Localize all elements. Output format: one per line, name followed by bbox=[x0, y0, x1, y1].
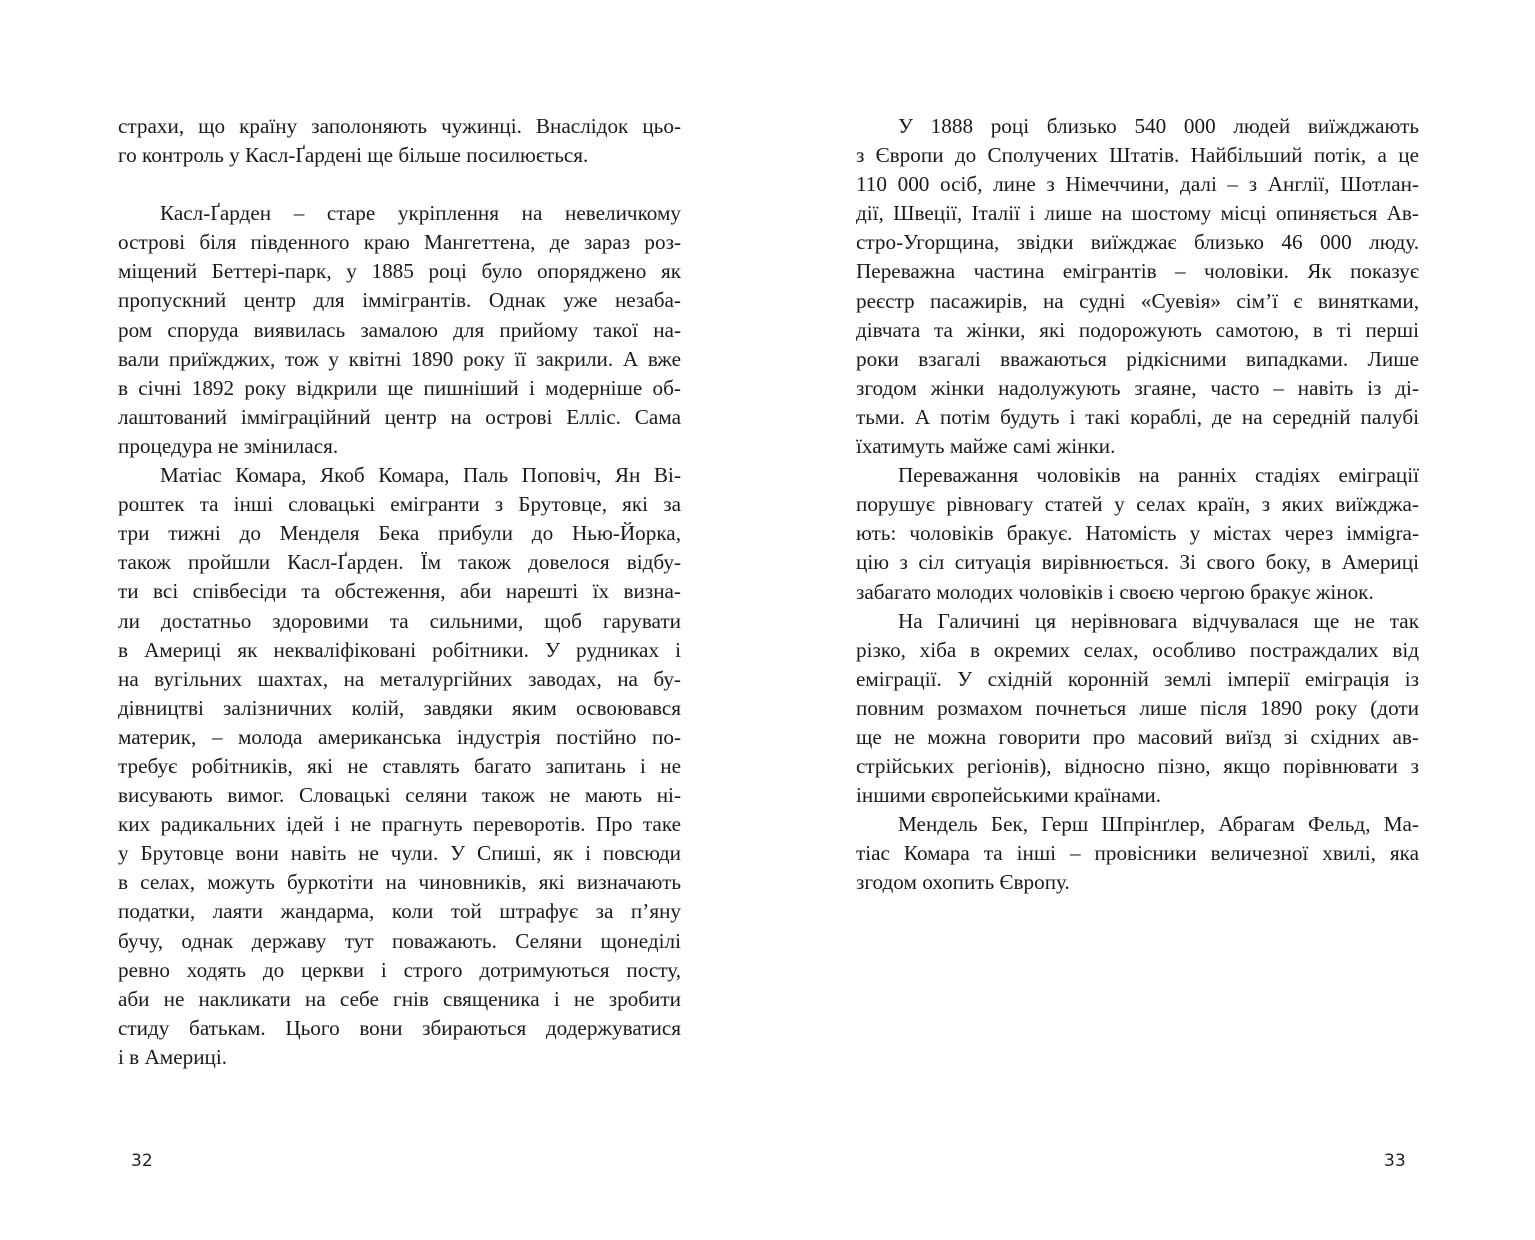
text-line: їхатимуть майже самі жінки. bbox=[856, 434, 1116, 459]
text-line: на вугільних шахтах, на металургійних заводах, на бу- bbox=[118, 666, 681, 691]
text-line: тьми. А потім будуть і такі кораблі, де на середній палубі bbox=[856, 404, 1419, 429]
text-line: ють: чоловіків бракує. Натомість у містах через імміgra- bbox=[856, 521, 1419, 546]
text-line: порушує рівновагу статей у селах країн, з яких виїжджа- bbox=[856, 492, 1419, 517]
text-line: тіас Комара та інші – провісники величезної хвилі, яка bbox=[856, 841, 1419, 866]
text-line: ти всі співбесіди та обстеження, аби нарешті їх визна- bbox=[118, 579, 681, 604]
left-page bbox=[118, 112, 681, 1072]
text-line: Переважна частина емігрантів – чоловіки. Як показує bbox=[856, 259, 1419, 284]
text-line: згодом охопить Європу. bbox=[856, 870, 1070, 895]
text-line: аби не накликати на себе гнів священика і не зробити bbox=[118, 986, 681, 1011]
text-line: У 1888 році близько 540 000 людей виїжджають bbox=[898, 114, 1419, 138]
text-line: еміграції. У східній коронній землі імперії еміграція із bbox=[856, 666, 1419, 691]
text-line: Мендель Бек, Герш Шпрінґлер, Абрагам Фельд, Ма- bbox=[898, 812, 1419, 837]
text-line: різко, хіба в окремих селах, особливо постраждалих від bbox=[856, 637, 1419, 662]
text-line: висувають вимог. Словацькі селяни також не мають ні- bbox=[118, 783, 681, 808]
paragraph bbox=[118, 461, 681, 1072]
text-line: також пройшли Касл-Ґарден. Їм також довелося відбу- bbox=[118, 550, 681, 575]
text-line: цію з сіл ситуація вирівнюється. Зі свого боку, в Америці bbox=[856, 550, 1419, 575]
text-line: забагато молодих чоловіків і своєю чергою бракує жінок. bbox=[856, 579, 1374, 604]
text-line: бучу, однак державу тут поважають. Селяни щонеділі bbox=[118, 928, 681, 953]
paragraph bbox=[856, 810, 1419, 897]
text-line: 110 000 осіб, лине з Німеччини, далі – з Англії, Шотлан- bbox=[856, 172, 1419, 197]
text-line: ких радикальних ідей і не прагнуть переворотів. Про таке bbox=[118, 812, 681, 837]
text-line: в селах, можуть буркотіти на чиновників, які визначають bbox=[118, 870, 681, 895]
text-line: в Америці як некваліфіковані робітники. У рудниках і bbox=[118, 637, 681, 662]
text-line: іншими європейськими країнами. bbox=[856, 783, 1161, 808]
text-line: материк, – молода американська індустрія постійно по- bbox=[118, 724, 681, 749]
text-line: ли достатньо здоровими та сильними, щоб гарувати bbox=[118, 608, 681, 633]
section-break bbox=[118, 170, 681, 199]
text-line: дівництві залізничних колій, завдяки яким освоювався bbox=[118, 695, 681, 720]
text-line: лаштований імміграційний центр на острові Елліс. Сама bbox=[118, 404, 681, 429]
text-line: острові біля південного краю Мангеттена, де зараз роз- bbox=[118, 230, 681, 255]
text-line: На Галичині ця нерівновага відчувалася ще не так bbox=[898, 608, 1419, 633]
text-line: роки взагалі вважаються рідкісними випадками. Лише bbox=[856, 346, 1419, 371]
text-line: ром споруда виявилась замалою для прийому такої на- bbox=[118, 317, 681, 342]
text-line: у Брутовце вони навіть не чули. У Спиші, як і повсюди bbox=[118, 841, 681, 866]
text-line: вали приїжджих, тож у квітні 1890 року її закрили. А вже bbox=[118, 346, 681, 371]
page-number: 32 bbox=[131, 1151, 153, 1171]
right-page bbox=[856, 112, 1419, 898]
text-line: стиду батькам. Цього вони збираються додержуватися bbox=[118, 1015, 681, 1040]
paragraph bbox=[856, 461, 1419, 606]
paragraph bbox=[118, 112, 681, 170]
text-line: пропускний центр для іммігрантів. Однак уже незаба- bbox=[118, 288, 681, 313]
text-line: Переважання чоловіків на ранніх стадіях еміграції bbox=[898, 463, 1419, 488]
text-line: міщений Беттері-парк, у 1885 році було опоряджено як bbox=[118, 259, 681, 284]
text-line: роштек та інші словацькі емігранти з Брутовце, які за bbox=[118, 492, 681, 517]
text-line: з Європи до Сполучених Штатів. Найбільший потік, а це bbox=[856, 143, 1419, 168]
page-number: 33 bbox=[1384, 1151, 1406, 1171]
text-line: три тижні до Менделя Бека прибули до Нью-Йорка, bbox=[118, 521, 681, 546]
text-line: в січні 1892 року відкрили ще пишніший і модерніше об- bbox=[118, 375, 681, 400]
paragraph bbox=[856, 112, 1419, 461]
text-line: повним розмахом почнеться лише після 1890 року (доти bbox=[856, 695, 1419, 720]
text-line: ревно ходять до церкви і строго дотримуються посту, bbox=[118, 957, 681, 982]
text-line: стро-Угорщина, звідки виїжджає близько 46 000 люду. bbox=[856, 230, 1419, 255]
text-line: згодом жінки надолужують згаяне, часто – навіть із ді- bbox=[856, 375, 1419, 400]
text-line: требує робітників, які не ставлять багато запитань і не bbox=[118, 753, 681, 778]
text-line: реєстр пасажирів, на судні «Суевія» сім’ї є винятками, bbox=[856, 288, 1419, 313]
text-line: стрійських регіонів), відносно пізно, якщо порівнювати з bbox=[856, 754, 1419, 779]
text-line: го контроль у Касл-Ґардені ще більше посилюється. bbox=[118, 143, 589, 168]
text-line: Матіас Комара, Якоб Комара, Паль Поповіч, Ян Ві- bbox=[160, 463, 681, 488]
text-line: і в Америці. bbox=[118, 1044, 228, 1069]
text-line: дії, Швеції, Італії і лише на шостому місці опиняється Ав- bbox=[856, 201, 1419, 226]
text-line: процедура не змінилася. bbox=[118, 433, 339, 458]
text-line: податки, лаяти жандарма, коли той штрафує за п’яну bbox=[118, 899, 681, 924]
text-line: Касл-Ґарден – старе укріплення на невеличкому bbox=[160, 201, 681, 226]
text-line: дівчата та жінки, які подорожують самотою, в ті перші bbox=[856, 317, 1419, 342]
paragraph bbox=[856, 607, 1419, 811]
text-line: страхи, що країну заполоняють чужинці. Внаслідок цьо- bbox=[118, 114, 681, 138]
paragraph bbox=[118, 199, 681, 461]
text-line: ще не можна говорити про масовий виїзд зі східних ав- bbox=[856, 724, 1419, 749]
